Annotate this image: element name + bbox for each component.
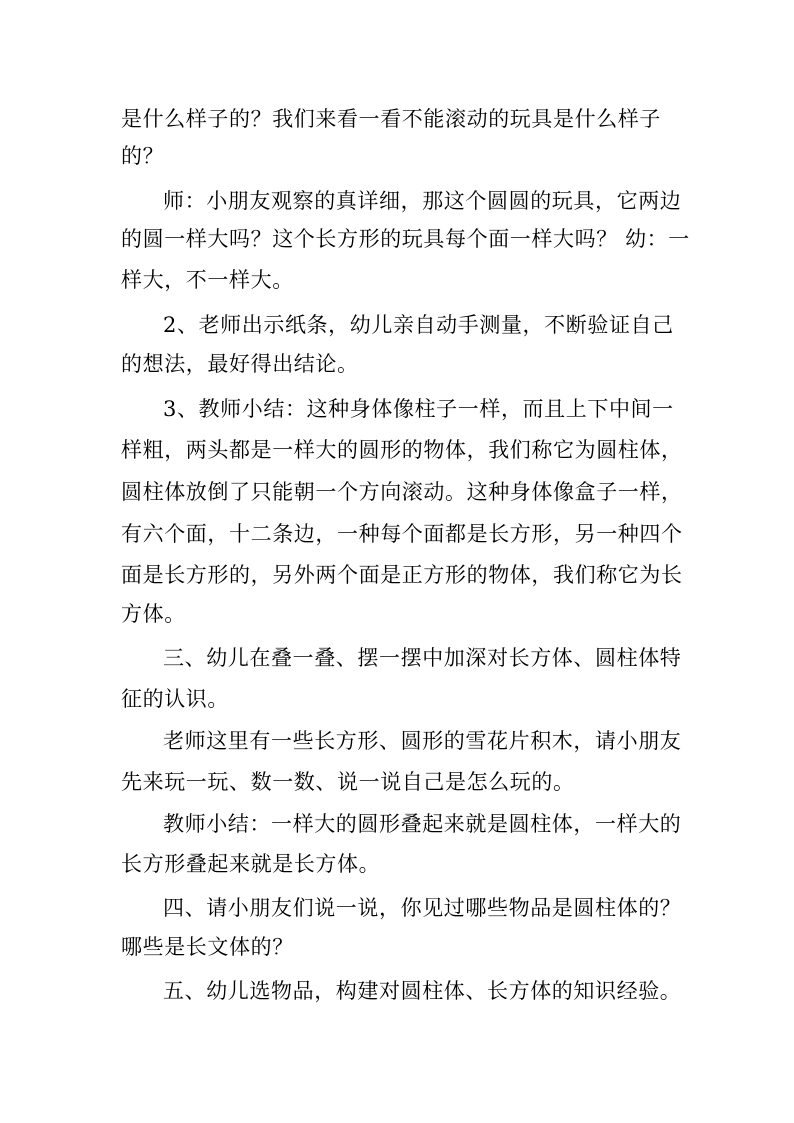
text-line: 的？ bbox=[121, 144, 165, 168]
text-line: 老师这里有一些长方形、圆形的雪花片积木，请小朋友 bbox=[163, 729, 682, 753]
text-line: 有六个面，十二条边，一种每个面都是长方形，另一种四个 bbox=[121, 522, 683, 546]
text-line: 的圆一样大吗？这个长方形的玩具每个面一样大吗？ 幼：一 bbox=[121, 227, 690, 251]
text-line: 3、教师小结：这种身体像柱子一样，而且上下中间一 bbox=[163, 397, 674, 421]
text-line: 四、请小朋友们说一说，你见过哪些物品是圆柱体的？ bbox=[163, 896, 682, 920]
text-line: 五、幼儿选物品，构建对圆柱体、长方体的知识经验。 bbox=[163, 979, 682, 1003]
text-line: 样大，不一样大。 bbox=[121, 268, 294, 292]
text-line: 长方形叠起来就是长方体。 bbox=[121, 852, 381, 876]
text-line: 师：小朋友观察的真详细，那这个圆圆的玩具，它两边 bbox=[163, 189, 682, 213]
text-line: 方体。 bbox=[121, 602, 186, 626]
text-line: 征的认识。 bbox=[121, 687, 229, 711]
text-line: 圆柱体放倒了只能朝一个方向滚动。这种身体像盒子一样， bbox=[121, 480, 683, 504]
text-line: 的想法，最好得出结论。 bbox=[121, 352, 359, 376]
text-line: 教师小结：一样大的圆形叠起来就是圆柱体，一样大的 bbox=[163, 812, 682, 836]
text-line: 是什么样子的？我们来看一看不能滚动的玩具是什么样子 bbox=[121, 107, 661, 131]
text-line: 先来玩一玩、数一数、说一说自己是怎么玩的。 bbox=[121, 770, 575, 794]
text-line: 面是长方形的，另外两个面是正方形的物体，我们称它为长 bbox=[121, 563, 683, 587]
text-line: 哪些是长文体的？ bbox=[121, 935, 294, 959]
text-line: 样粗，两头都是一样大的圆形的物体，我们称它为圆柱体， bbox=[121, 438, 683, 462]
text-line: 三、幼儿在叠一叠、摆一摆中加深对长方体、圆柱体特 bbox=[163, 646, 682, 670]
text-line: 2、老师出示纸条，幼儿亲自动手测量，不断验证自己 bbox=[163, 313, 674, 337]
